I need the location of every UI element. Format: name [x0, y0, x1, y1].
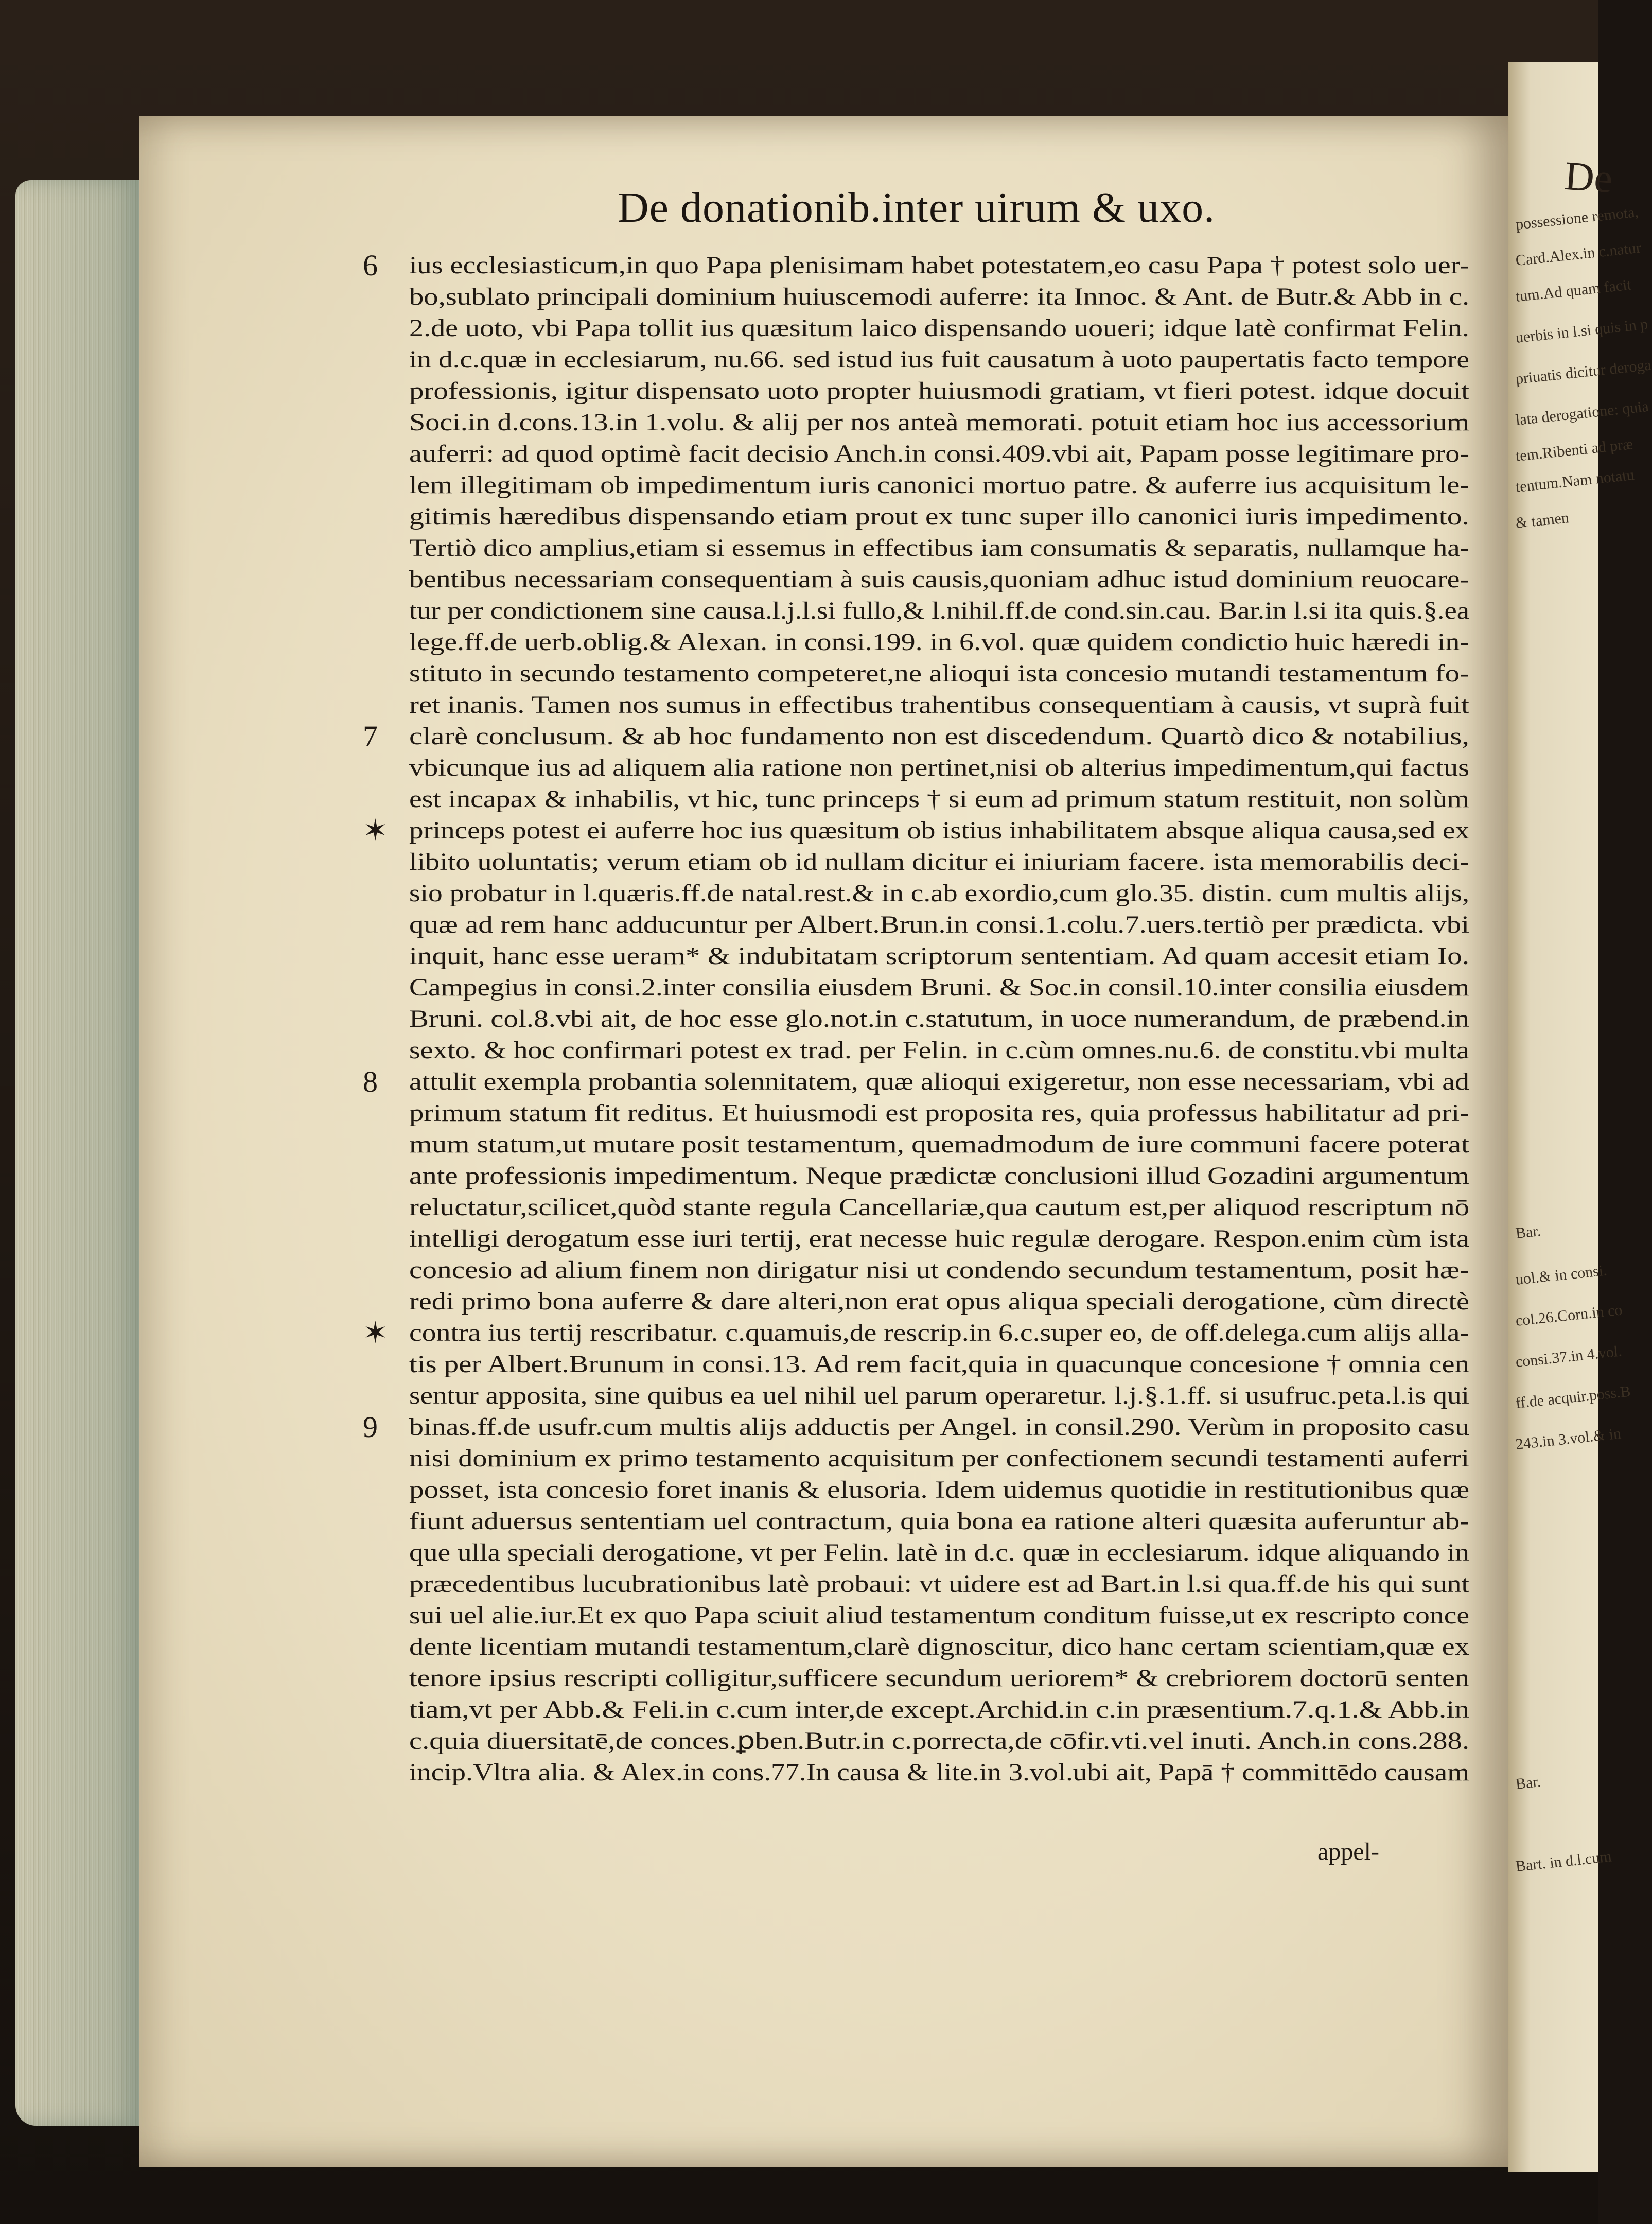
right-page-line: Bar. [1515, 1222, 1542, 1242]
text-line: primum statum fit reditus. Et huiusmodi est proposita res, quia professus habilitatur ad pri- [409, 1099, 1469, 1127]
text-line: contra ius tertij rescribatur. c.quamuis,de rescrip.in 6.c.super eo, de off.delega.cum alijs alla- [409, 1319, 1469, 1346]
text-line: quæ ad rem hanc adducuntur per Albert.Brun.in consi.1.colu.7.uers.tertiò per prædicta. vbi [409, 911, 1469, 938]
margin-mark: 9 [363, 1410, 378, 1444]
text-line: lem illegitimam ob impedimentum iuris canonici mortuo patre. & auferre ius acquisitum le- [409, 471, 1469, 499]
text-line: Bruni. col.8.vbi ait, de hoc esse glo.not.in c.statutum, in uoce numerandum, de præbend.in [409, 1005, 1469, 1032]
text-line: tur per condictionem sine causa.l.j.l.si fullo,& l.nihil.ff.de cond.sin.cau. Bar.in l.si ita quis.§.ea [409, 597, 1469, 624]
text-line: 2.de uoto, vbi Papa tollit ius quæsitum laico dispensando uoueri; idque latè confirmat Felin. [409, 314, 1469, 342]
text-line: Campegius in consi.2.inter consilia eiusdem Bruni. & Soc.in consil.10.inter consilia eiusdem [409, 974, 1469, 1001]
text-line: intelligi derogatum esse iuri tertij, erat necesse huic regulæ derogare. Respon.enim cùm ista [409, 1225, 1469, 1252]
margin-mark: 6 [363, 249, 378, 282]
text-line: mum statum,ut mutare posit testamentum, quemadmodum de iure communi facere poterat [409, 1131, 1469, 1158]
text-line: sui uel alie.iur.Et ex quo Papa sciuit aliud testamentum conditum fuisse,ut ex rescripto conce [409, 1602, 1469, 1629]
text-line: ius ecclesiasticum,in quo Papa plenisimam habet potestatem,eo casu Papa † potest solo uer- [409, 252, 1469, 279]
right-page-line: 243.in 3.vol.& in [1515, 1425, 1622, 1453]
text-line: bo,sublato principali dominium huiuscemodi auferre: ita Innoc. & Ant. de Butr.& Abb in c. [409, 283, 1469, 310]
right-page-line: uerbis in l.si quis in p [1515, 316, 1649, 346]
text-line: lege.ff.de uerb.oblig.& Alexan. in consi.199. in 6.vol. quæ quidem condictio huic hæredi in- [409, 628, 1469, 656]
text-line: in d.c.quæ in ecclesiarum, nu.66. sed istud ius fuit causatum à uoto paupertatis facto tempore [409, 346, 1469, 373]
text-line: sexto. & hoc confirmari potest ex trad. per Felin. in c.cùm omnes.nu.6. de constitu.vbi multa [409, 1037, 1469, 1064]
text-line: tenore ipsius rescripti colligitur,sufficere secundum ueriorem* & crebriorem doctorū senten [409, 1665, 1469, 1692]
text-line: redi primo bona auferre & dare alteri,non erat opus aliqua speciali derogatione, cùm directè [409, 1288, 1469, 1315]
right-page-line: ff.de acquir.poss.B [1515, 1382, 1631, 1412]
margin-mark: 7 [363, 720, 378, 753]
right-page-line: tentum.Nam notatu [1515, 466, 1636, 496]
right-page-header: De [1563, 153, 1614, 202]
text-line: auferri: ad quod optimè facit decisio Anch.in consi.409.vbi ait, Papam posse legitimare pro- [409, 440, 1469, 467]
margin-mark: 8 [363, 1065, 378, 1098]
text-line: bentibus necessariam consequentiam à suis causis,quoniam adhuc istud dominium reuocare- [409, 566, 1469, 593]
text-line: sentur apposita, sine quibus ea uel nihil uel parum operaretur. l.j.§.1.ff. si usufruc.peta.l.is qui [409, 1382, 1469, 1409]
text-line: binas.ff.de usufr.cum multis alijs adductis per Angel. in consil.290. Verùm in proposito casu [409, 1413, 1469, 1441]
text-line: fiunt aduersus sententiam uel contractum, quia bona ea ratione alteri quæsita auferuntur ab- [409, 1508, 1469, 1535]
text-line: vbicunque ius ad aliquem alia ratione non pertinet,nisi ob alterius impedimentum,qui factus [409, 754, 1469, 781]
right-page-line: priuatis dicitur deroga [1515, 356, 1652, 388]
body-text [409, 250, 1469, 1788]
text-line: sio probatur in l.quæris.ff.de natal.rest.& in c.ab exordio,cum glo.35. distin. cum multis alijs, [409, 880, 1469, 907]
text-line: libito uoluntatis; verum etiam ob id nullam dicitur ei iniuriam facere. ista memorabilis deci- [409, 848, 1469, 875]
right-page-line: possessione remota, [1515, 203, 1640, 233]
margin-mark: ✶ [363, 814, 388, 847]
margin-mark: ✶ [363, 1316, 388, 1350]
right-page-line: Bar. [1515, 1773, 1542, 1793]
text-line: princeps potest ei auferre hoc ius quæsitum ob istius inhabilitatem absque aliqua causa,sed ex [409, 817, 1469, 844]
text-line: tiam,vt per Abb.& Feli.in c.cum inter,de except.Archid.in c.in præsentium.7.q.1.& Abb.in [409, 1696, 1469, 1723]
text-line: inquit, hanc esse ueram* & indubitatam scriptorum sententiam. Ad quam accesit etiam Io. [409, 942, 1469, 970]
right-page-line: tem.Ribenti ad præ [1515, 435, 1634, 465]
text-line: concesio ad alium finem non dirigatur nisi ut condendo secundum testamentum, posit hæ- [409, 1256, 1469, 1284]
text-line: Tertiò dico amplius,etiam si essemus in effectibus iam consumatis & separatis, nullamque ha- [409, 534, 1469, 562]
text-line: clarè conclusum. & ab hoc fundamento non est discedendum. Quartò dico & notabilius, [409, 723, 1469, 750]
right-page-line: Bart. in d.l.cum [1515, 1848, 1613, 1875]
right-page-line: tum.Ad quam facit [1515, 276, 1632, 305]
text-line: reluctatur,scilicet,quòd stante regula Cancellariæ,qua cautum est,per aliquod rescriptum nō [409, 1194, 1469, 1221]
text-line: attulit exempla probantia solennitatem, quæ alioqui exigeretur, non esse necessariam, vbi ad [409, 1068, 1469, 1095]
text-line: posset, ista concesio foret inanis & elusoria. Idem uidemus quotidie in restitutionibus quæ [409, 1476, 1469, 1503]
text-line: dente licentiam mutandi testamentum,clarè dignoscitur, dico hanc certam scientiam,quæ ex [409, 1633, 1469, 1660]
right-page-line: lata derogatione: quia [1515, 397, 1650, 429]
right-page-line: uol.& in consi. [1515, 1262, 1608, 1288]
text-line: c.quia diuersitatē,de conces.ꝑben.Butr.in c.porrecta,de cōfir.vti.vel inuti. Anch.in cons.288. [409, 1727, 1469, 1755]
text-line: nisi dominium ex primo testamento acquisitum per confectionem secundi testamenti auferri [409, 1445, 1469, 1472]
text-line: professionis, igitur dispensato uoto propter huiusmodi gratiam, vt fieri potest. idque docuit [409, 377, 1469, 405]
catchword: appel- [1317, 1838, 1379, 1865]
text-line: stituto in secundo testamento competeret,ne alioqui ista concesio mutandi testamentum fo- [409, 660, 1469, 687]
book-page-edges-tint [15, 180, 144, 2126]
text-line: incip.Vltra alia. & Alex.in cons.77.In causa & lite.in 3.vol.ubi ait, Papā † committēdo causam [409, 1759, 1469, 1786]
right-page-line: Card.Alex.in c.natur [1515, 239, 1642, 269]
text-line: ret inanis. Tamen nos sumus in effectibus trahentibus consequentiam à causis, vt suprà fuit [409, 691, 1469, 719]
text-line: præcedentibus lucubrationibus latè probaui: vt uidere est ad Bart.in l.si qua.ff.de his qui sunt [409, 1570, 1469, 1598]
right-page-line: col.26.Corn.in co [1515, 1301, 1623, 1329]
text-line: gitimis hæredibus dispensando etiam prout ex tunc super illo canonici iuris impedimento. [409, 503, 1469, 530]
text-line: que ulla speciali derogatione, vt per Felin. latè in d.c. quæ in ecclesiarum. idque aliquando in [409, 1539, 1469, 1566]
right-page-line: consi.37.in 4.vol. [1515, 1342, 1623, 1371]
right-page-line: & tamen [1515, 509, 1570, 532]
text-line: Soci.in d.cons.13.in 1.volu. & alij per nos anteà memorati. potuit etiam hoc ius accessorium [409, 409, 1469, 436]
text-line: est incapax & inhabilis, vt hic, tunc princeps † si eum ad primum statum restituit, non solùm [409, 785, 1469, 813]
text-line: tis per Albert.Brunum in consi.13. Ad rem facit,quia in quacunque concesione † omnia cen [409, 1351, 1469, 1378]
text-line: ante professionis impedimentum. Neque prædictæ conclusioni illud Gozadini argumentum [409, 1162, 1469, 1189]
running-header: De donationib.inter uirum & uxo. [618, 184, 1216, 232]
